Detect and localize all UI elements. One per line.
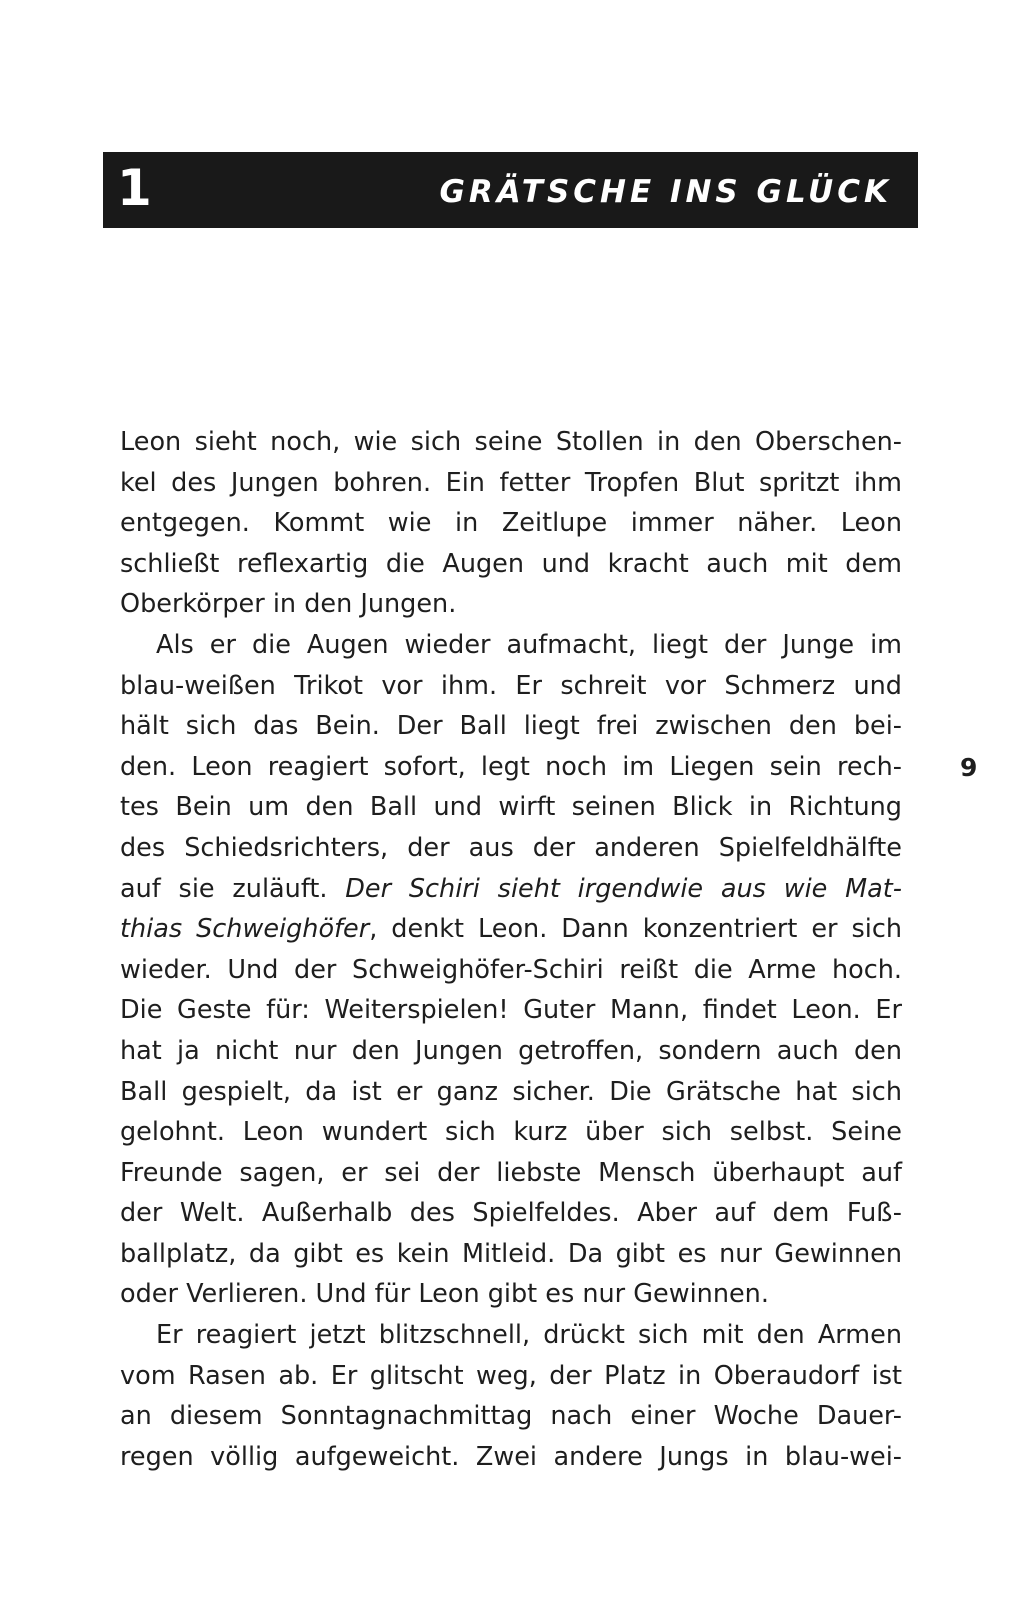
- text-line: Leon sieht noch, wie sich seine Stollen in den Oberschen-: [120, 427, 902, 457]
- text-line: kel des Jungen bohren. Ein fetter Tropfen Blut spritzt ihm: [120, 467, 902, 498]
- text-line: Freunde sagen, er sei der liebste Mensch überhaupt auf: [120, 1157, 902, 1188]
- text-line: hat ja nicht nur den Jungen getroffen, sondern auch den: [120, 1035, 902, 1066]
- text-line: vom Rasen ab. Er glitscht weg, der Platz in Oberaudorf ist: [120, 1360, 902, 1391]
- text-line-mixed: [120, 909, 902, 950]
- chapter-title: GRÄTSCHE INS GLÜCK: [439, 174, 892, 210]
- page-number: 9: [960, 753, 978, 782]
- text-line: der Welt. Außerhalb des Spielfeldes. Aber auf dem Fuß-: [120, 1198, 902, 1229]
- text-line: regen völlig aufgeweicht. Zwei andere Jungs in blau-wei-: [120, 1441, 902, 1472]
- text-line: tes Bein um den Ball und wirft seinen Blick in Richtung: [120, 792, 902, 823]
- text-segment: auf sie zuläuft.: [120, 873, 346, 904]
- text-line: des Schiedsrichters, der aus der anderen Spielfeldhälfte: [120, 832, 902, 863]
- text-line: Oberkörper in den Jungen.: [120, 589, 457, 620]
- text-line: ballplatz, da gibt es kein Mitleid. Da gibt es nur Gewinnen: [120, 1238, 902, 1269]
- text-line: gelohnt. Leon wundert sich kurz über sich selbst. Seine: [120, 1117, 902, 1148]
- chapter-number: 1: [117, 159, 152, 217]
- chapter-header: [103, 152, 918, 228]
- text-line: oder Verlieren. Und für Leon gibt es nur Gewinnen.: [120, 1279, 769, 1310]
- italic-segment: thias Schweighöfer: [120, 914, 370, 945]
- text-line: Ball gespielt, da ist er ganz sicher. Die Grätsche hat sich: [120, 1076, 902, 1107]
- text-line: Als er die Augen wieder aufmacht, liegt der Junge im: [156, 629, 902, 660]
- text-line: entgegen. Kommt wie in Zeitlupe immer näher. Leon: [120, 508, 902, 539]
- text-line: Er reagiert jetzt blitzschnell, drückt sich mit den Armen: [156, 1320, 902, 1351]
- text-line: Die Geste für: Weiterspielen! Guter Mann, findet Leon. Er: [120, 995, 902, 1026]
- text-line: schließt reflexartig die Augen und kracht auch mit dem: [120, 548, 902, 579]
- text-line-mixed: [120, 869, 902, 910]
- body-text: [120, 422, 902, 1477]
- text-line: wieder. Und der Schweighöfer-Schiri reißt die Arme hoch.: [120, 954, 902, 985]
- text-segment: , denkt Leon. Dann konzentriert er sich: [369, 914, 902, 945]
- text-line: den. Leon reagiert sofort, legt noch im Liegen sein rech-: [120, 751, 902, 782]
- italic-segment: Der Schiri sieht irgendwie aus wie Mat-: [345, 873, 902, 904]
- text-line: hält sich das Bein. Der Ball liegt frei zwischen den bei-: [120, 711, 902, 742]
- text-line: blau-weißen Trikot vor ihm. Er schreit vor Schmerz und: [120, 670, 902, 701]
- text-line: an diesem Sonntagnachmittag nach einer Woche Dauer-: [120, 1401, 902, 1432]
